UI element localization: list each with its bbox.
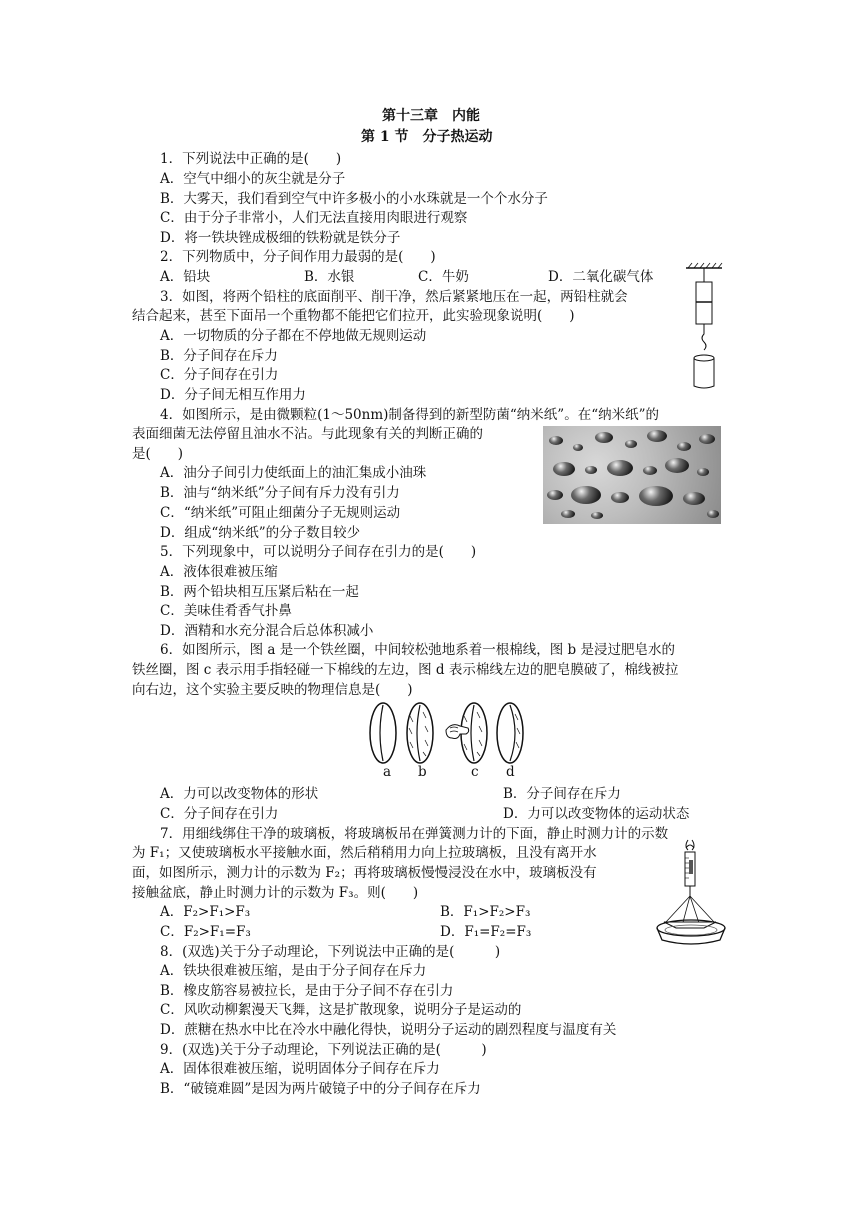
- q4-stem-line1: 4．如图所示，是由微颗粒(1～50nm)制备得到的新型防菌“纳米纸”。在“纳米纸”的: [160, 407, 659, 423]
- q2-option-b: B．水银: [304, 269, 355, 285]
- q4-option-a: A．油分子间引力使纸面上的油汇集成小油珠: [160, 465, 427, 481]
- q7-option-d: D．F₁=F₂=F₃: [440, 924, 532, 940]
- q7-option-c: C．F₂>F₁=F₃: [160, 924, 251, 940]
- q8-stem: 8．(双选)关于分子动理论，下列说法中正确的是( ): [160, 944, 501, 960]
- q7-stem-line4: 接触盆底，静止时测力计的示数为 F₃。则( ): [132, 885, 419, 901]
- q5-option-c: C．美味佳肴香气扑鼻: [160, 603, 292, 619]
- q8-option-c: C．风吹动柳絮漫天飞舞，这是扩散现象，说明分子是运动的: [160, 1002, 522, 1018]
- q4-option-d: D．组成“纳米纸”的分子数目较少: [160, 525, 361, 541]
- q1-option-b: B．大雾天，我们看到空气中许多极小的小水珠就是一个个水分子: [160, 191, 548, 207]
- q7-option-a: A．F₂>F₁>F₃: [160, 904, 251, 920]
- q3-option-b: B．分子间存在斥力: [160, 348, 278, 364]
- q6-stem-line2: 铁丝圈，图 c 表示用手指轻碰一下棉线的左边，图 d 表示棉线左边的肥皂膜破了，棉线被拉: [132, 662, 679, 678]
- q4-stem-line3: 是( ): [132, 446, 184, 462]
- q6-stem-line1: 6．如图所示，图 a 是一个铁丝圈，中间较松弛地系着一根棉线，图 b 是浸过肥皂水的: [160, 642, 675, 658]
- q2-option-a: A．铅块: [160, 269, 211, 285]
- q5-stem: 5．下列现象中，可以说明分子间存在引力的是( ): [160, 544, 477, 560]
- q3-stem-line2: 结合起来，甚至下面吊一个重物都不能把它们拉开，此实验现象说明( ): [132, 308, 575, 324]
- fig-label-c: c: [471, 764, 479, 780]
- q9-stem: 9．(双选)关于分子动理论，下列说法正确的是( ): [160, 1042, 487, 1058]
- q3-option-d: D．分子间无相互作用力: [160, 387, 306, 403]
- q6-option-b: B．分子间存在斥力: [503, 786, 621, 802]
- fig-label-d: d: [506, 764, 515, 780]
- q8-option-a: A．铁块很难被压缩，是由于分子间存在斥力: [160, 963, 427, 979]
- q7-stem-line1: 7．用细线绑住干净的玻璃板，将玻璃板吊在弹簧测力计的下面，静止时测力计的示数: [160, 826, 669, 842]
- q2-option-c: C．牛奶: [418, 269, 469, 285]
- q6-option-a: A．力可以改变物体的形状: [160, 786, 319, 802]
- q7-option-b: B．F₁>F₂>F₃: [440, 904, 531, 920]
- q1-option-d: D．将一铁块锉成极细的铁粉就是铁分子: [160, 230, 401, 246]
- q5-option-b: B．两个铅块相互压紧后粘在一起: [160, 584, 359, 600]
- spring-scale-figure: [654, 838, 730, 946]
- q3-option-c: C．分子间存在引力: [160, 367, 279, 383]
- fig-label-a: a: [383, 764, 392, 780]
- q6-stem-line3: 向右边，这个实验主要反映的物理信息是( ): [132, 682, 413, 698]
- q4-option-b: B．油与“纳米纸”分子间有斥力没有引力: [160, 485, 400, 501]
- q4-option-c: C．“纳米纸”可阻止细菌分子无规则运动: [160, 505, 401, 521]
- q1-option-c: C．由于分子非常小，人们无法直接用肉眼进行观察: [160, 210, 468, 226]
- fig-label-b: b: [418, 764, 427, 780]
- q9-option-a: A．固体很难被压缩，说明固体分子间存在斥力: [160, 1061, 440, 1077]
- q9-option-b: B．“破镜难圆”是因为两片破镜子中的分子间存在斥力: [160, 1081, 481, 1097]
- q5-option-d: D．酒精和水充分混合后总体积减小: [160, 623, 374, 639]
- lead-cylinders-figure: [684, 262, 724, 392]
- q7-stem-line2: 为 F₁；又使玻璃板水平接触水面，然后稍稍用力向上拉玻璃板，且没有离开水: [132, 845, 597, 861]
- nano-paper-photo: [543, 426, 721, 524]
- q1-option-a: A．空气中细小的灰尘就是分子: [160, 171, 346, 187]
- q1-stem: 1．下列说法中正确的是( ): [160, 151, 342, 167]
- q8-option-d: D．蔗糖在热水中比在冷水中融化得快，说明分子运动的剧烈程度与温度有关: [160, 1022, 617, 1038]
- q3-stem-line1: 3．如图，将两个铅柱的底面削平、削干净，然后紧紧地压在一起，两铅柱就会: [160, 289, 628, 305]
- q5-option-a: A．液体很难被压缩: [160, 564, 278, 580]
- section-title: 第 1 节 分子热运动: [361, 129, 493, 145]
- q7-stem-line3: 面，如图所示，测力计的示数为 F₂；再将玻璃板慢慢浸没在水中，玻璃板没有: [132, 865, 597, 881]
- chapter-title: 第十三章 内能: [382, 108, 480, 124]
- q4-stem-line2: 表面细菌无法停留且油水不沾。与此现象有关的判断正确的: [132, 426, 483, 442]
- q8-option-b: B．橡皮筋容易被拉长，是由于分子间不存在引力: [160, 983, 454, 999]
- q6-option-d: D．力可以改变物体的运动状态: [503, 806, 690, 822]
- q2-option-d: D．二氧化碳气体: [548, 269, 654, 285]
- q2-stem: 2．下列物质中，分子间作用力最弱的是( ): [160, 249, 436, 265]
- q6-option-c: C．分子间存在引力: [160, 806, 279, 822]
- q3-option-a: A．一切物质的分子都在不停地做无规则运动: [160, 328, 427, 344]
